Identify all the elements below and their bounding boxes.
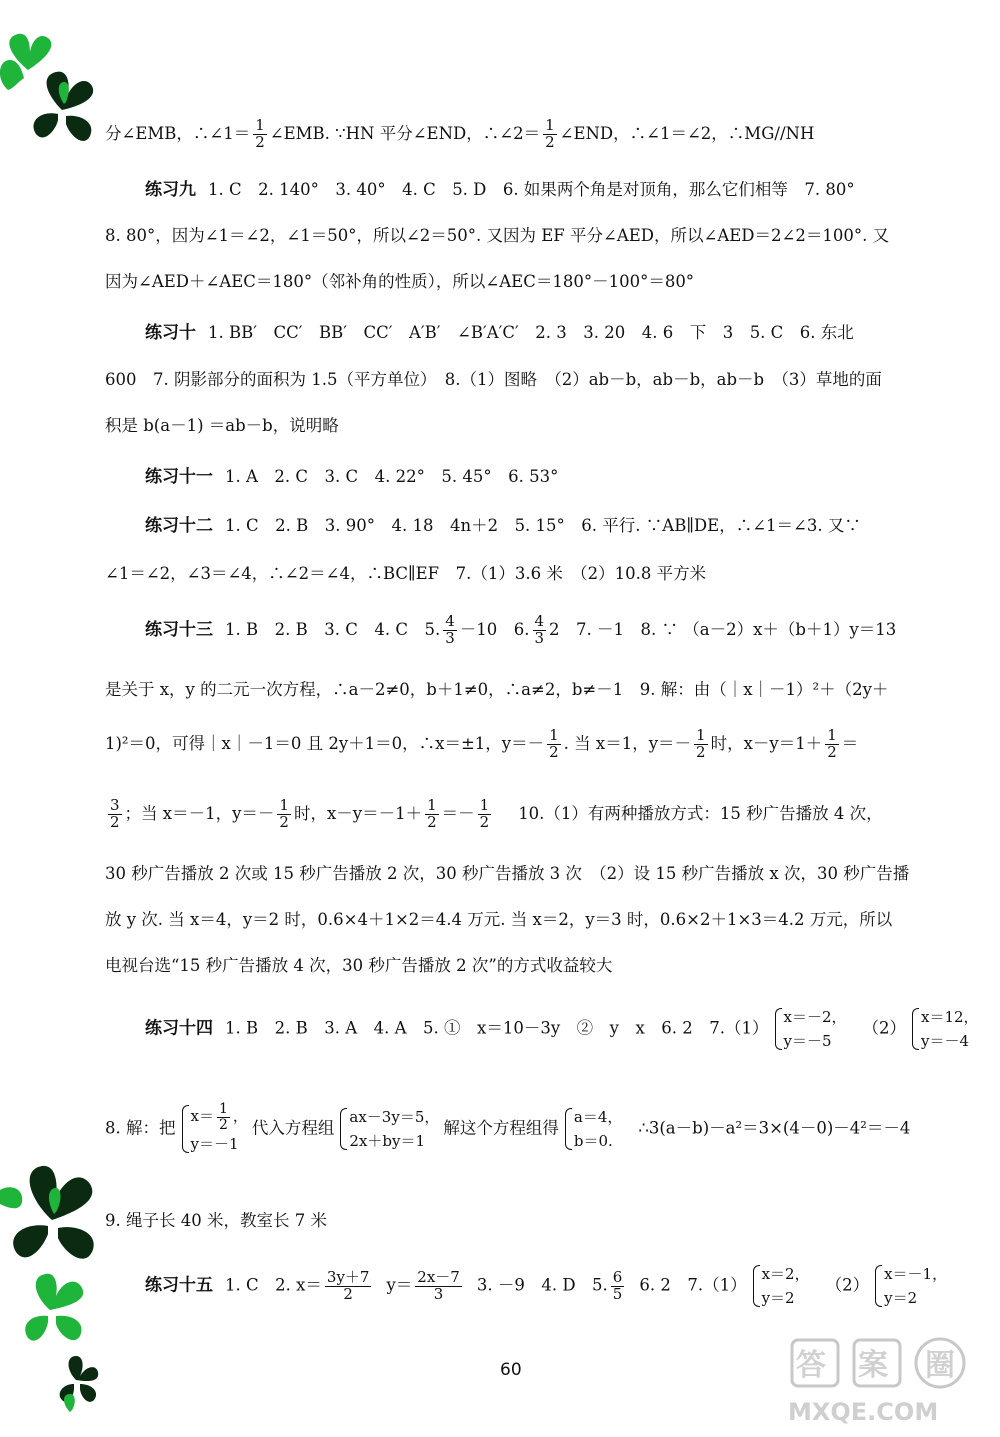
fraction: $\frac{1}{2}$	[827, 726, 837, 761]
text-span: ＝	[841, 733, 859, 753]
exercise-11-line-1	[145, 469, 558, 486]
text-span: . 当 x＝1，y＝－	[563, 733, 692, 753]
svg-text:MXQE.COM: MXQE.COM	[788, 1398, 939, 1426]
svg-text:圈: 圈	[925, 1348, 955, 1383]
exercise-title: 练习十三	[145, 619, 213, 640]
exercise-13-line-6: 放 y 次. 当 x＝4，y＝2 时，0.6×4＋1×2＝4.4 万元. 当 x＝2，y＝3 时，0.6×2＋1×3＝4.2 万元，所以	[105, 910, 893, 929]
exercise-13-line-4	[105, 798, 883, 831]
text-span: 1. B 2. B 3. A 4. A 5. ① x＝10－3y ② y x 6. 2 7.（1）	[225, 1018, 769, 1038]
fraction: $\frac{2x-7}{3}$	[417, 1267, 460, 1303]
text-span: 2 7. －1 8. ∵ （a－2）x＋（b＋1）y＝13	[549, 619, 897, 639]
text-span: －10 6.	[459, 619, 530, 639]
equation-system: x＝ $\frac{1}{2}$ ， y＝－1	[180, 1102, 248, 1156]
text-span: 10.（1）有两种播放方式：15 秒广告播放 4 次，	[518, 803, 883, 823]
fraction: $\frac{1}{2}$	[696, 726, 706, 761]
exercise-13-line-1	[145, 614, 896, 647]
exercise-9-line-1	[145, 182, 855, 199]
text-span: y＝	[386, 1275, 413, 1295]
text-span: 1. C 2. B 3. 90° 4. 18 4n＋2 5. 15° 6. 平行. ∵AB∥DE，∴∠1＝∠3. 又∵	[225, 516, 861, 535]
text-span: ；当 x＝－1，y＝－	[124, 803, 275, 823]
exercise-12-line-1	[145, 518, 861, 535]
text-span: 1. C 2. 140° 3. 40° 4. C 5. D 6. 如果两个角是对顶角，那么它们相等 7. 80°	[208, 180, 855, 199]
text-span: 1. BB′ CC′ BB′ CC′ A′B′ ∠B′A′C′ 2. 3 3. 20 4. 6 下 3 5. C 6. 东北	[208, 323, 854, 342]
clover-decoration-bottom	[0, 1150, 120, 1430]
text-span: （2）	[862, 1018, 907, 1038]
text-span: 3. －9 4. D 5.	[476, 1275, 608, 1295]
fraction: $\frac{1}{2}$	[549, 726, 559, 761]
fraction: $\frac{6}{5}$	[612, 1267, 623, 1303]
exercise-10-line-3: 积是 b(a－1) ＝ab－b，说明略	[105, 416, 339, 435]
text-span: ∴3(a－b)－a²＝3×(4－0)－4²＝－4	[638, 1118, 911, 1138]
exercise-title: 练习十五	[145, 1275, 213, 1296]
exercise-14-line-2	[105, 1102, 910, 1156]
text-line	[105, 118, 814, 151]
fraction: $\frac{1}{2}$	[479, 796, 490, 831]
svg-text:答: 答	[796, 1348, 826, 1383]
exercise-title: 练习十一	[145, 467, 213, 487]
text-span: 1. A 2. C 3. C 4. 22° 5. 45° 6. 53°	[225, 467, 559, 486]
equation-system: x＝－1， y＝2	[873, 1262, 947, 1310]
fraction: $\frac{3}{2}$	[110, 796, 120, 831]
exercise-10-line-2: 600 7. 阴影部分的面积为 1.5（平方单位） 8.（1）图略 （2）ab－b，ab－b，ab－b （3）草地的面	[105, 370, 882, 389]
fraction: $\frac{4}{3}$	[534, 612, 545, 647]
exercise-title: 练习九	[145, 180, 196, 200]
text-span: ∠END，∴∠1＝∠2，∴MG//NH	[559, 123, 815, 143]
text-span: （2）	[825, 1275, 870, 1295]
text-span: 8. 解：把	[105, 1118, 176, 1138]
clover-decoration-top	[0, 30, 110, 160]
page-number: 60	[500, 1360, 522, 1380]
text-span: 代入方程组	[251, 1118, 335, 1138]
fraction: $\frac{4}{3}$	[445, 612, 455, 647]
text-span: 1. B 2. B 3. C 4. C 5.	[225, 619, 441, 639]
text-span: ＝－	[441, 803, 475, 823]
exercise-9-line-3: 因为∠AED＋∠AEC＝180°（邻补角的性质），所以∠AEC＝180°－100°＝80°	[105, 272, 695, 291]
svg-text:案: 案	[858, 1348, 888, 1383]
equation-system: x＝－2， y＝－5	[773, 1005, 847, 1053]
exercise-title: 练习十四	[145, 1018, 213, 1039]
fraction: $\frac{1}{2}$	[279, 796, 289, 831]
exercise-13-line-2: 是关于 x，y 的二元一次方程，∴a－2≠0，b＋1≠0，∴a≠2，b≠－1 9. 解：由（｜x｜－1）²＋（2y＋	[105, 680, 889, 699]
text-span: ∠EMB. ∵HN 平分∠END，∴∠2＝	[269, 123, 541, 143]
fraction: $\frac{1}{2}$	[545, 116, 555, 151]
text-span: 分∠EMB，∴∠1＝	[105, 123, 251, 143]
fraction: $\frac{3y+7}{2}$	[326, 1267, 370, 1303]
exercise-title: 练习十二	[145, 516, 213, 536]
exercise-13-line-7: 电视台选“15 秒广告播放 4 次，30 秒广告播放 2 次”的方式收益较大	[105, 956, 613, 975]
watermark-logo	[782, 1330, 987, 1430]
exercise-15-line-1	[145, 1262, 951, 1310]
exercise-9-line-2: 8. 80°，因为∠1＝∠2，∠1＝50°，所以∠2＝50°. 又因为 EF 平分∠AED，所以∠AED＝2∠2＝100°. 又	[105, 226, 890, 245]
fraction: $\frac{1}{2}$	[427, 796, 437, 831]
exercise-14-line-3: 9. 绳子长 40 米，教室长 7 米	[105, 1211, 327, 1230]
equation-system: x＝12， y＝－4	[910, 1005, 979, 1053]
exercise-13-line-5: 30 秒广告播放 2 次或 15 秒广告播放 2 次，30 秒广告播放 3 次 （2）设 15 秒广告播放 x 次，30 秒广告播	[105, 864, 910, 883]
exercise-14-line-1	[145, 1005, 983, 1053]
exercise-10-line-1	[145, 325, 854, 342]
text-span: 时，x－y＝－1＋	[293, 803, 423, 823]
text-span: 1. C 2. x＝	[225, 1275, 322, 1295]
text-span: 解这个方程组得	[443, 1118, 559, 1138]
fraction: $\frac{1}{2}$	[255, 116, 265, 151]
equation-system: a＝4， b＝0.	[563, 1105, 623, 1153]
text-span: 6. 2 7.（1）	[639, 1275, 747, 1295]
text-span: 1)²＝0，可得｜x｜－1＝0 且 2y＋1＝0，∴x＝±1，y＝－	[105, 733, 545, 753]
equation-system: ax－3y＝5， 2x＋by＝1	[338, 1105, 439, 1153]
exercise-title: 练习十	[145, 323, 196, 343]
exercise-12-line-2: ∠1＝∠2，∠3＝∠4，∴∠2＝∠4，∴BC∥EF 7.（1）3.6 米 （2）10.8 平方米	[105, 564, 707, 583]
equation-system: x＝2， y＝2	[751, 1262, 810, 1310]
exercise-13-line-3	[105, 728, 858, 761]
text-span: 时，x－y＝1＋	[710, 733, 823, 753]
